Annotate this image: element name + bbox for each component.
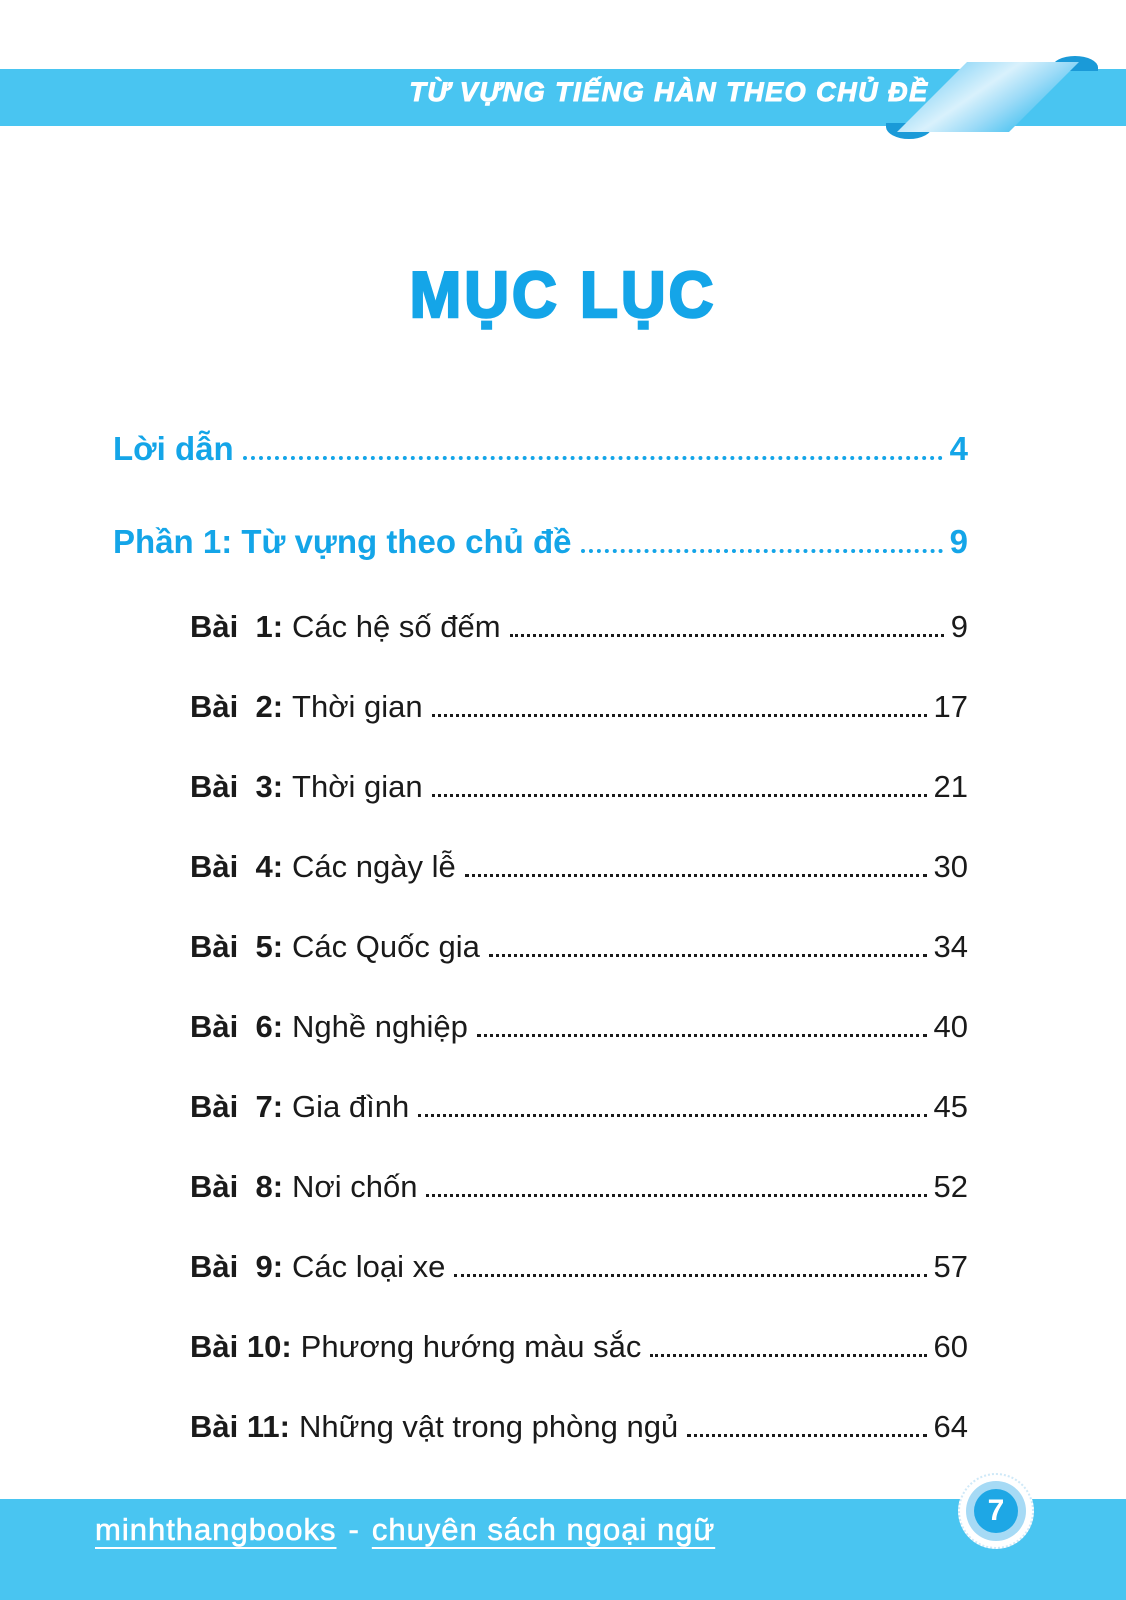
toc-page-number: 60 xyxy=(933,1329,968,1364)
lesson-title: Thời gian xyxy=(292,689,423,724)
lesson-prefix: Bài 4: xyxy=(190,849,284,884)
toc-page-number: 9 xyxy=(950,609,968,644)
lesson-prefix: Bài 3: xyxy=(190,769,284,804)
table-of-contents xyxy=(113,430,968,1487)
toc-page-number: 4 xyxy=(949,430,968,467)
tagline-link[interactable]: chuyên sách ngoại ngữ xyxy=(371,1512,716,1547)
toc-page-number: 34 xyxy=(933,929,968,964)
toc-page-number: 52 xyxy=(933,1169,968,1204)
toc-row-phan-1[interactable] xyxy=(113,523,968,561)
page-title: MỤC LỤC xyxy=(409,259,717,332)
lesson-prefix: Bài 6: xyxy=(190,1009,284,1044)
lesson-prefix: Bài 11: xyxy=(190,1409,290,1444)
dot-leader xyxy=(477,1034,927,1037)
dot-leader xyxy=(465,874,927,877)
toc-label: Phần 1: Từ vựng theo chủ đề xyxy=(113,523,572,560)
toc-page-number: 40 xyxy=(933,1009,968,1044)
toc-page-number: 64 xyxy=(933,1409,968,1444)
dot-leader xyxy=(489,954,927,957)
dot-leader xyxy=(581,549,943,553)
dot-leader xyxy=(418,1114,926,1117)
dot-leader xyxy=(510,634,944,637)
toc-row-bai-1[interactable] xyxy=(113,607,968,645)
toc-page-number: 9 xyxy=(949,523,968,560)
toc-row-bai-2[interactable] xyxy=(113,687,968,725)
toc-page-number: 21 xyxy=(933,769,968,804)
dot-leader xyxy=(687,1434,926,1437)
page-number-badge xyxy=(958,1473,1034,1549)
lesson-title: Các loại xe xyxy=(292,1249,446,1284)
footer-separator: - xyxy=(348,1512,360,1547)
lesson-title: Những vật trong phòng ngủ xyxy=(298,1409,679,1444)
publisher-link[interactable]: minhthangbooks xyxy=(95,1512,337,1547)
dot-leader xyxy=(432,794,927,797)
header-banner-title: TỪ VỰNG TIẾNG HÀN THEO CHỦ ĐỀ xyxy=(409,77,929,107)
toc-label: Lời dẫn xyxy=(113,430,234,467)
footer-text xyxy=(95,1512,715,1548)
toc-page-number: 57 xyxy=(933,1249,968,1284)
toc-row-bai-5[interactable] xyxy=(113,927,968,965)
lesson-title: Nghề nghiệp xyxy=(292,1009,468,1044)
toc-page-number: 30 xyxy=(933,849,968,884)
toc-row-loi-dan[interactable] xyxy=(113,430,968,468)
dot-leader xyxy=(426,1194,926,1197)
lesson-title: Các Quốc gia xyxy=(292,929,480,964)
toc-row-bai-8[interactable] xyxy=(113,1167,968,1205)
toc-row-bai-3[interactable] xyxy=(113,767,968,805)
lesson-title: Các hệ số đếm xyxy=(292,609,501,644)
lesson-prefix: Bài 1: xyxy=(190,609,284,644)
lesson-title: Phương hướng màu sắc xyxy=(300,1329,642,1364)
toc-row-bai-9[interactable] xyxy=(113,1247,968,1285)
dot-leader xyxy=(243,456,943,460)
lesson-title: Các ngày lễ xyxy=(292,849,456,884)
toc-page-number: 45 xyxy=(933,1089,968,1124)
toc-page-number: 17 xyxy=(933,689,968,724)
toc-row-bai-11[interactable] xyxy=(113,1407,968,1445)
toc-row-bai-10[interactable] xyxy=(113,1327,968,1365)
lesson-prefix: Bài 7: xyxy=(190,1089,284,1124)
lesson-prefix: Bài 2: xyxy=(190,689,284,724)
dot-leader xyxy=(454,1274,926,1277)
lesson-prefix: Bài 5: xyxy=(190,929,284,964)
toc-row-bai-6[interactable] xyxy=(113,1007,968,1045)
toc-row-bai-4[interactable] xyxy=(113,847,968,885)
lesson-title: Gia đình xyxy=(292,1089,410,1124)
lesson-title: Nơi chốn xyxy=(292,1169,418,1204)
lesson-prefix: Bài 9: xyxy=(190,1249,284,1284)
lesson-title: Thời gian xyxy=(292,769,423,804)
dot-leader xyxy=(650,1354,926,1357)
lesson-prefix: Bài 10: xyxy=(190,1329,292,1364)
badge-core: 7 xyxy=(974,1489,1018,1533)
lesson-prefix: Bài 8: xyxy=(190,1169,284,1204)
dot-leader xyxy=(432,714,927,717)
toc-row-bai-7[interactable] xyxy=(113,1087,968,1125)
